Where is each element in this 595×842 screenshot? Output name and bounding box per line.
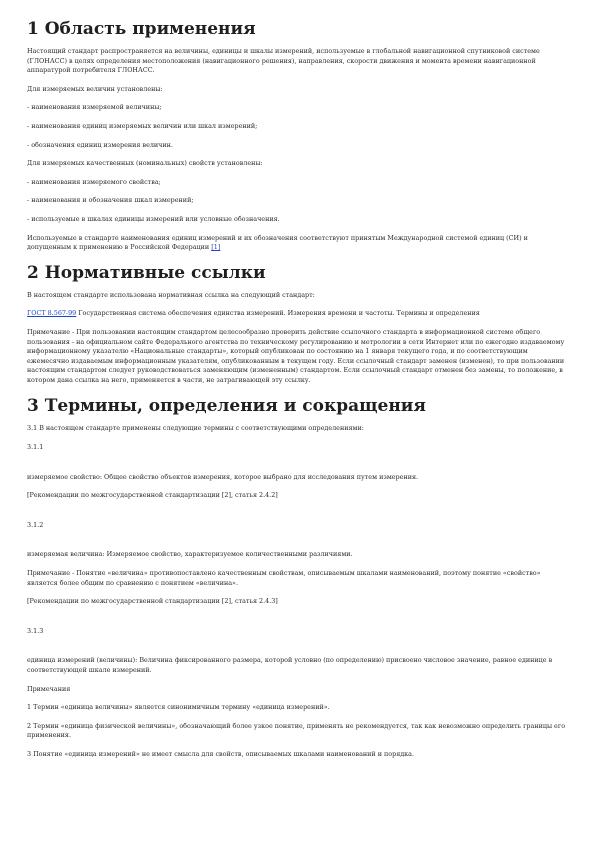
term-definition: единица измерений (величины): Величина фиксированного размера, которой условно (по определению) присвоено числовое значение, равное единице в соответствующей шкале измерений. — [27, 656, 553, 674]
list-item: - наименования единиц измеряемых величин или шкал измерений; — [27, 121, 258, 130]
paragraph-text: Используемые в стандарте наименования единиц измерений и их обозначения соответствуют принятым Международной системой единиц (СИ) и допущенным к применению в Российской Федерации — [27, 233, 528, 252]
note-item: 3 Понятие «единица измерений» не имеет смысла для свойств, описываемых шкалами наименований и порядка. — [27, 749, 415, 758]
note-item: 2 Термин «единица физической величины», обозначающий более узкое понятие, применять не рекомендуется, так как невозможно определить границы его применения. — [27, 721, 566, 740]
term-number: 3.1.1 — [27, 443, 44, 452]
standard-link[interactable]: ГОСТ 8.567-99 — [27, 309, 77, 318]
reference-link[interactable]: [1] — [211, 243, 221, 252]
list-item: - наименования и обозначения шкал измерений; — [27, 196, 194, 205]
list-item: - наименования измеряемого свойства; — [27, 177, 161, 186]
paragraph: Настоящий стандарт распространяется на величины, единицы и шкалы измерений, используемые в глобальной навигационной спутниковой системе (ГЛОНАСС) в целях определения местоположения (навигационного решения), направления, скорости движения и момента времени навигационной аппаратурой потребителя ГЛОНАСС. — [27, 47, 540, 75]
list-item: - обозначения единиц измерения величин. — [27, 140, 173, 149]
paragraph: Для измеряемых величин установлены: — [27, 84, 163, 93]
paragraph: Для измеряемых качественных (номинальных) свойств установлены: — [27, 159, 263, 168]
reference-title: Государственная система обеспечения единства измерений. Измерения времени и частоты. Термины и определения — [76, 309, 480, 318]
note-item: 1 Термин «единица величины» является синонимичным термину «единица измерений». — [27, 703, 330, 712]
section-1-heading: 1 Область применения — [27, 19, 256, 39]
term-note: Примечание - Понятие «величина» противопоставлено качественным свойствам, описываемым шкалами наименований, поэтому понятие «свойство» является более общим по сравнению с понятием «величина». — [27, 569, 541, 587]
list-item: - используемые в шкалах единицы измерений или условные обозначения. — [27, 214, 280, 223]
list-item: - наименования измеряемой величины; — [27, 103, 162, 112]
term-source: [Рекомендации по межгосударственной стандартизации [2], статья 2.4.2] — [27, 491, 278, 500]
term-definition: измеряемая величина: Измеряемое свойство, характеризуемое количественными различиями. — [27, 550, 353, 559]
paragraph: В настоящем стандарте использована нормативная ссылка на следующий стандарт: — [27, 290, 315, 299]
term-number: 3.1.3 — [27, 626, 44, 635]
reference-entry — [27, 309, 568, 319]
section-3-heading: 3 Термины, определения и сокращения — [27, 396, 426, 417]
term-source: [Рекомендации по межгосударственной стандартизации [2], статья 2.4.3] — [27, 597, 278, 606]
term-number: 3.1.2 — [27, 520, 44, 529]
note: Примечание - При пользовании настоящим стандартом целесообразно проверить действие ссылочного стандарта в информационной системе общего пользования - на официальном сайте Федерального агентства по техническому регулированию и метрологии в сети Интернет или по ежегодно издаваемому информационному указателю «Национальные стандарты», который опубликован по состоянию на 1 января текущего года, и по соответствующим ежемесячно издаваемым информационным указателям, опубликованным в текущем году. Если ссылочный стандарт заменен (изменен), то при пользовании настоящим стандартом следует руководствоваться заменяющим (измененным) стандартом. Если ссылочный стандарт отменен без замены, то положение, в котором дана ссылка на него, применяется в части, не затрагивающей эту ссылку. — [27, 327, 565, 384]
paragraph — [27, 234, 568, 253]
section-2-heading: 2 Нормативные ссылки — [27, 262, 266, 283]
term-definition: измеряемое свойство: Общее свойство объектов измерения, которое выбрано для исследования путем измерения. — [27, 472, 419, 481]
notes-heading: Примечания — [27, 684, 71, 693]
paragraph: 3.1 В настоящем стандарте применены следующие термины с соответствующими определениями: — [27, 424, 364, 433]
